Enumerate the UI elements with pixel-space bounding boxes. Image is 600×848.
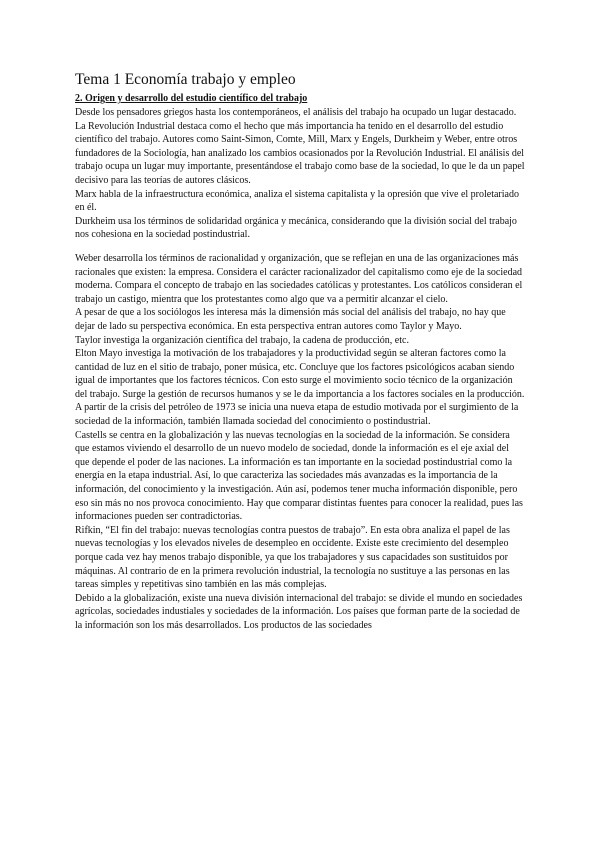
paragraph: Castells se centra en la globalización y las nuevas tecnologías en la sociedad de la información. Se considera que estamos viviendo el desarrollo de un nuevo modelo de sociedad, donde la información es el eje axial del que depende el poder de las naciones. La información es tan importante en la sociedad postindustrial como la energía en la etapa industrial. Así, lo que caracteriza las sociedades más avanzadas es la importancia de la información, del conocimiento y la investigación. Aún así, podemos tener mucha información disponible, pero eso sin más no nos provoca conocimiento. Hay que comparar distintas fuentes para conocer la realidad, pues las informaciones pueden ser contradictorias. <box>75 429 523 523</box>
paragraph: A partir de la crisis del petróleo de 1973 se inicia una nueva etapa de estudio motivada por el surgimiento de la sociedad de la información, también llamada sociedad del conocimiento o postindustrial. <box>75 402 519 428</box>
document-title: Tema 1 Economía trabajo y empleo <box>75 71 296 88</box>
paragraph: Weber desarrolla los términos de racionalidad y organización, que se reflejan en una de las organizaciones más racionales que existen: la empresa. Considera el carácter racionalizador del capitalismo como eje de la sociedad moderna. Compara el concepto de trabajo en las sociedades católicas y protestantes. Los católicos consideran el trabajo un castigo, mientra que los protestantes como algo que va a permitir alcanzar el cielo. <box>75 252 523 305</box>
paragraph: Debido a la globalización, existe una nueva división internacional del trabajo: se divide el mundo en sociedades agrícolas, sociedades industiales y sociedades de la información. Los países que forman parte de la sociedad de la información son los más desarrollados. Los productos de las sociedades <box>75 592 523 631</box>
paragraph: Desde los pensadores griegos hasta los contemporáneos, el análisis del trabajo ha ocupado un lugar destacado. La Revolución Industrial destaca como el hecho que más importancia ha tenido en el desarrollo del estudio científico del trabajo. Autores como Saint-Simon, Comte, Mill, Marx y Engels, Durkheim y Weber, entre otros fundadores de la Sociología, han analizado los cambios ocasionados por la Revolución Industrial. El análisis del trabajo ocupa un lugar muy importante, presentándose el trabajo como base de la sociedad, lo que le da un papel decisivo para las teorías de autores clásicos. <box>75 107 525 186</box>
paragraph: Marx habla de la infraestructura económica, analiza el sistema capitalista y la opresión que vive el proletariado en él. <box>75 188 519 214</box>
paragraph: Elton Mayo investiga la motivación de los trabajadores y la productividad según se alteran factores como la cantidad de luz en el sitio de trabajo, poner música, etc. Concluye que los factores psicológicos acaban siendo igual de importantes que los factores técnicos. Con esto surge el movimiento socio técnico de la organización del trabajo. Surge la gestión de recursos humanos y se le da importancia a los factores sociales en la producción. <box>75 348 525 400</box>
paragraph: Taylor investiga la organización científica del trabajo, la cadena de producción, etc. <box>75 334 409 346</box>
paragraph: Rifkin, “El fin del trabajo: nuevas tecnologías contra puestos de trabajo”. En esta obra analiza el papel de las nuevas tecnologías y los elevados niveles de desempleo en occidente. Existe este crecimiento del desempleo porque cada vez hay menos trabajo disponible, ya que los trabajadores y sus capacidades son sustituidos por máquinas. Al contrario de en la primera revolución industrial, la tecnología no sustituye a las personas en las tareas simples y repetitivas sino también en las más complejas. <box>75 524 510 591</box>
document-body <box>75 70 525 633</box>
paragraph: Durkheim usa los términos de solidaridad orgánica y mecánica, considerando que la división social del trabajo nos cohesiona en la sociedad postindustrial. <box>75 215 517 241</box>
paragraph: A pesar de que a los sociólogos les interesa más la dimensión más social del análisis del trabajo, no hay que dejar de lado su perspectiva económica. En esta perspectiva entran autores como Taylor y Mayo. <box>75 307 506 332</box>
paragraph-gap <box>75 242 525 252</box>
section-heading: 2. Origen y desarrollo del estudio científico del trabajo <box>75 93 308 104</box>
